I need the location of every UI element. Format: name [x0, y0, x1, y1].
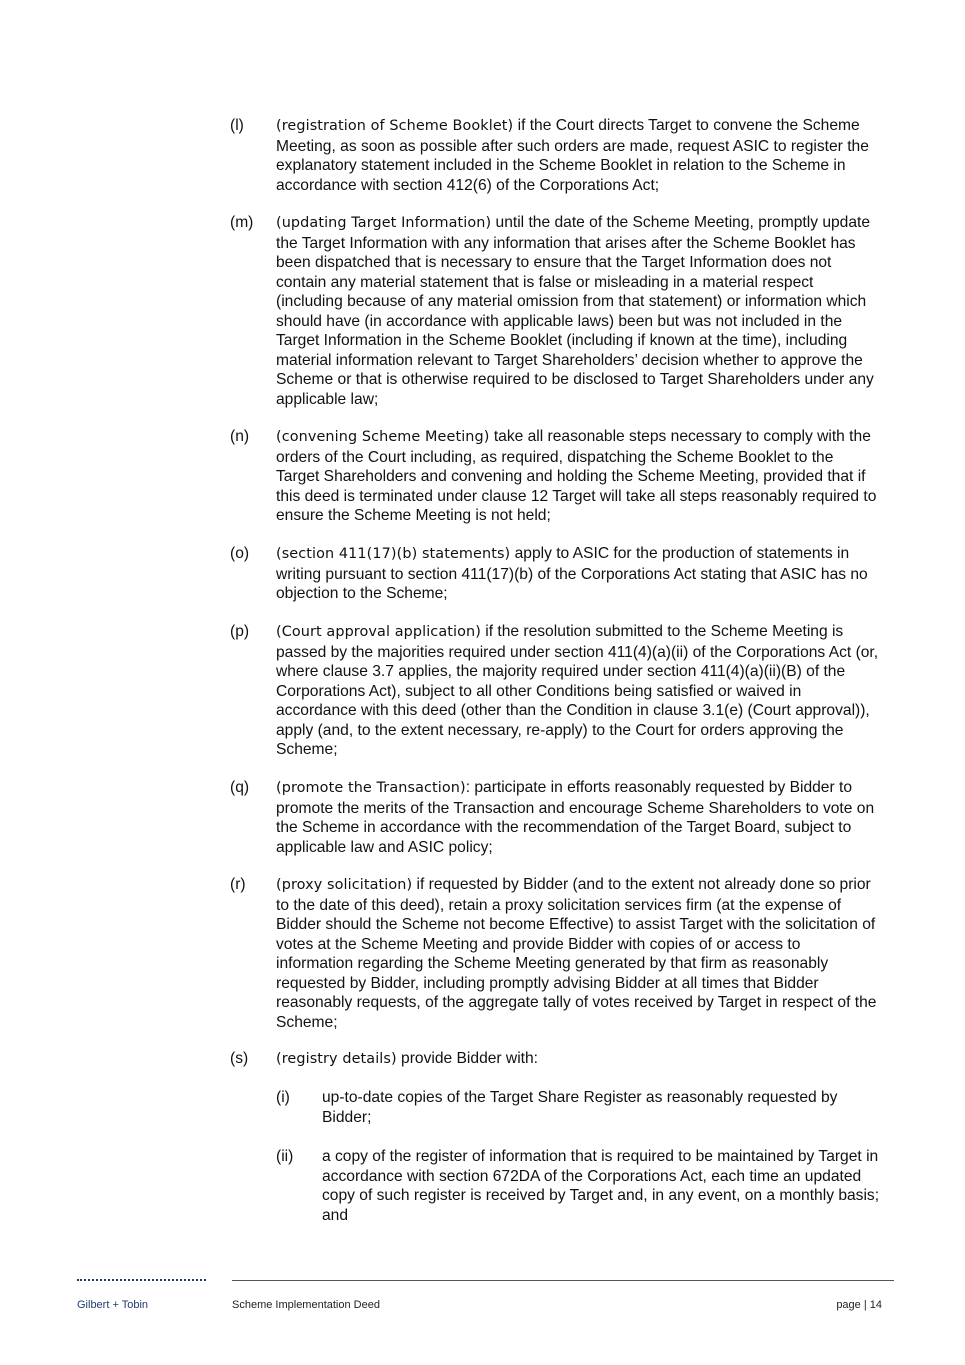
subclause-number: (i): [276, 1089, 290, 1106]
clause-r: [230, 875, 880, 1032]
subclause-ii: [276, 1147, 880, 1225]
footer-page-number: page | 14: [836, 1299, 882, 1311]
clause-number: (n): [230, 428, 250, 445]
clause-s: [230, 1049, 880, 1070]
clause-heading: (Court approval application): [276, 624, 481, 640]
clause-p: [230, 622, 880, 760]
subclause-text: up-to-date copies of the Target Share Register as reasonably requested by Bidder;: [322, 1089, 838, 1126]
footer-firm-name: Gilbert + Tobin: [77, 1299, 149, 1311]
clause-number: (p): [230, 623, 250, 640]
clause-number: (r): [230, 876, 246, 893]
clause-heading: (proxy solicitation): [276, 877, 413, 893]
clause-number: (s): [230, 1050, 249, 1067]
subclause-i: [276, 1088, 880, 1127]
clause-o: [230, 544, 880, 604]
clause-text: if requested by Bidder (and to the extent not already done so prior to the date of this deed), retain a proxy solicitation services firm (at the expense of Bidder should the Scheme not become Effective) to assist Target with the solicitation of votes at the Scheme Meeting and provide Bidder with copies of or access to information regarding the Scheme Meeting generated by that firm as reasonably requested by Bidder, including promptly advising Bidder at all times that Bidder reasonably requests, of the aggregate tally of votes received by Target in respect of the Scheme;: [276, 876, 877, 1031]
clause-q: [230, 778, 880, 857]
clause-heading: (registration of Scheme Booklet): [276, 118, 514, 134]
footer-rule: [232, 1280, 894, 1281]
clause-heading: (registry details): [276, 1051, 397, 1067]
clause-l: [230, 116, 880, 195]
footer-dotted-rule: [77, 1279, 206, 1281]
clause-n: [230, 427, 880, 526]
clause-text: take all reasonable steps necessary to comply with the orders of the Court including, as required, dispatching the Scheme Booklet to the Target Shareholders and convening and holding the Scheme Meeting, provided that if this deed is terminated under clause 12 Target will take all steps reasonably required to ensure the Scheme Meeting is not held;: [276, 428, 877, 524]
clause-text: apply to ASIC for the production of statements in writing pursuant to section 411(17)(b) of the Corporations Act stating that ASIC has no objection to the Scheme;: [276, 545, 868, 602]
subclause-text: a copy of the register of information that is required to be maintained by Target in accordance with section 672DA of the Corporations Act, each time an updated copy of such register is received by Target and, in any event, on a monthly basis; and: [322, 1148, 880, 1224]
clause-number: (o): [230, 545, 250, 562]
clause-text: until the date of the Scheme Meeting, promptly update the Target Information with any information that arises after the Scheme Booklet has been dispatched that is necessary to ensure that the Target Information does not contain any material statement that is false or misleading in a material respect (including because of any material omission from that statement) or information which should have (in accordance with applicable laws) been but was not included in the Target Information in the Scheme Booklet (including if known at the time), including material information relevant to Target Shareholders’ decision whether to approve the Scheme or that is otherwise required to be disclosed to Target Shareholders under any applicable law;: [276, 214, 874, 408]
clause-text: if the resolution submitted to the Scheme Meeting is passed by the majorities required under section 411(4)(a)(ii) of the Corporations Act (or, where clause 3.7 applies, the majority required under section 411(4)(a)(ii)(B) of the Corporations Act), subject to all other Conditions being satisfied or waived in accordance with this deed (other than the Condition in clause 3.1(e) (Court approval)), apply (and, to the extent necessary, re-apply) to the Court for orders approving the Scheme;: [276, 623, 879, 758]
clause-text: : participate in efforts reasonably requested by Bidder to promote the merits of the Transaction and encourage Scheme Shareholders to vote on the Scheme in accordance with the recommendation of the Target Board, subject to applicable law and ASIC policy;: [276, 779, 875, 856]
clause-m: [230, 213, 880, 409]
clause-text: provide Bidder with:: [396, 1050, 538, 1067]
clause-heading: (convening Scheme Meeting): [276, 429, 490, 445]
clause-number: (l): [230, 117, 244, 134]
clause-heading: (promote the Transaction): [276, 780, 466, 796]
clause-text: if the Court directs Target to convene the Scheme Meeting, as soon as possible after such orders are made, request ASIC to register the explanatory statement included in the Scheme Booklet in relation to the Scheme in accordance with section 412(6) of the Corporations Act;: [276, 117, 869, 194]
clause-number: (m): [230, 214, 254, 231]
footer-document-title: Scheme Implementation Deed: [232, 1299, 380, 1311]
clause-heading: (updating Target Information): [276, 215, 492, 231]
subclause-number: (ii): [276, 1148, 294, 1165]
clause-number: (q): [230, 779, 250, 796]
clause-heading: (section 411(17)(b) statements): [276, 546, 511, 562]
